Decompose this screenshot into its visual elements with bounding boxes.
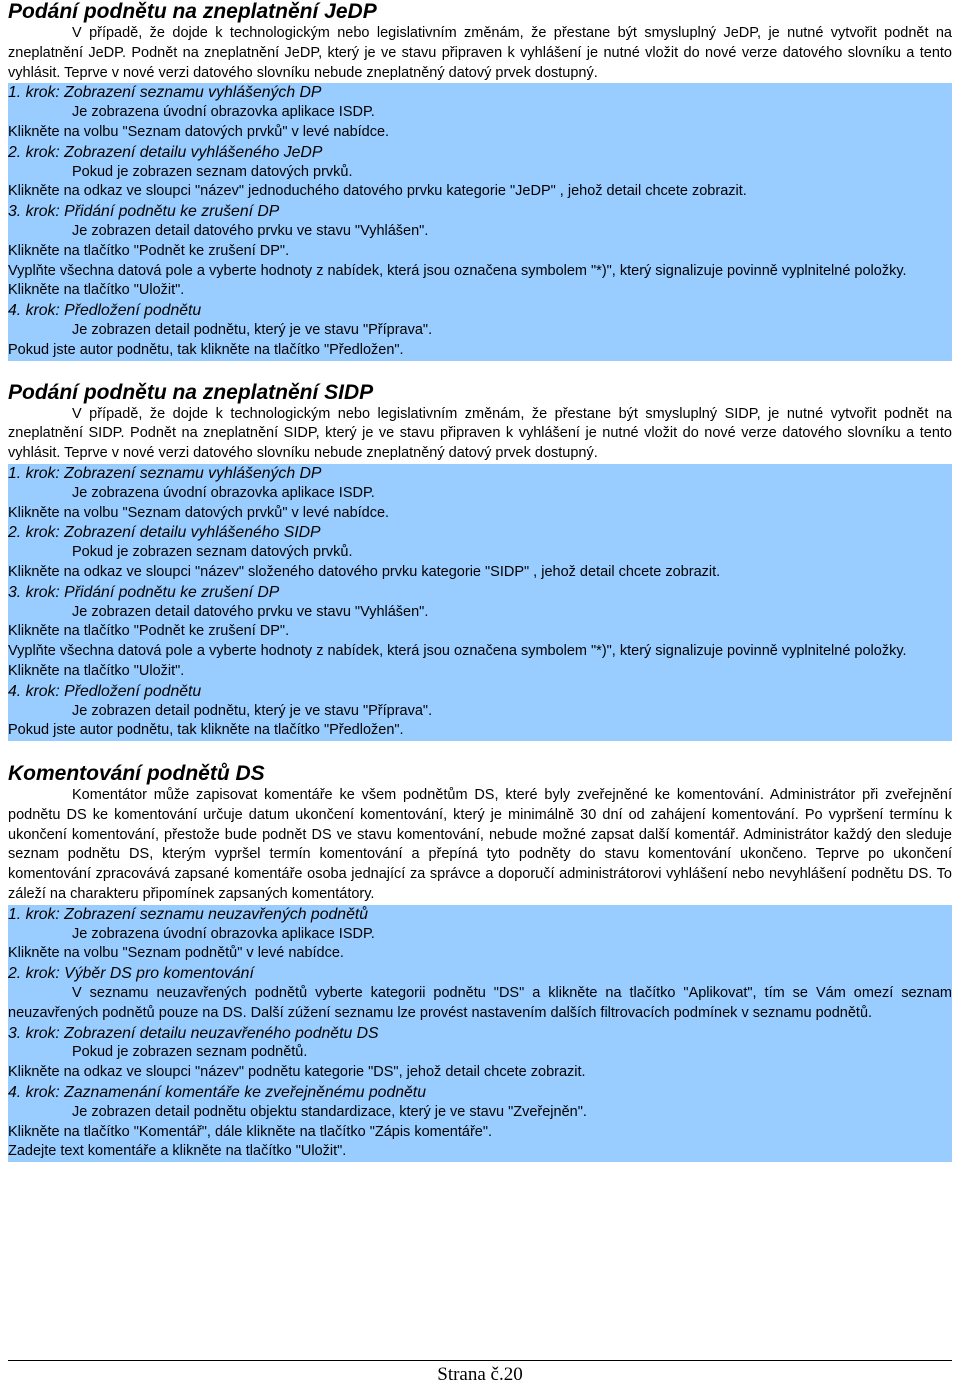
step-line: Klikněte na volbu "Seznam datových prvků" v levé nabídce. bbox=[8, 123, 390, 140]
step-line: Je zobrazena úvodní obrazovka aplikace ISDP. bbox=[72, 484, 375, 501]
step-line: Pokud jste autor podnětu, tak klikněte na tlačítko "Předložen". bbox=[8, 341, 404, 358]
step-line: Pokud je zobrazen seznam datových prvků. bbox=[72, 163, 353, 180]
step-heading: 4. krok: Předložení podnětu bbox=[8, 302, 202, 320]
step-line: Je zobrazen detail podnětu, který je ve stavu "Příprava". bbox=[72, 321, 433, 338]
step-line: Je zobrazen detail datového prvku ve stavu "Vyhlášen". bbox=[72, 603, 429, 620]
steps-block bbox=[8, 905, 952, 1162]
footer-divider bbox=[8, 1360, 952, 1361]
step-heading: 3. krok: Zobrazení detailu neuzavřeného podnětu DS bbox=[8, 1024, 379, 1042]
step-line: Je zobrazena úvodní obrazovka aplikace ISDP. bbox=[72, 104, 375, 121]
step-line: Je zobrazen detail datového prvku ve stavu "Vyhlášen". bbox=[72, 222, 429, 239]
step-line: Klikněte na tlačítko "Podnět ke zrušení DP". bbox=[8, 623, 290, 640]
step-line: Klikněte na odkaz ve sloupci "název" podnětu kategorie "DS", jehož detail chcete zobrazit. bbox=[8, 1064, 586, 1081]
section-intro: Komentátor může zapisovat komentáře ke všem podnětům DS, které byly zveřejněné ke komentování. Administrátor při zveřejnění podnětu DS ke komentování určuje datum ukončení komentování, který je minimálně 30 dní od zahájení komentování. Po vypršení termínu k ukončení komentování, přestože bude podnět DS ve stavu komentování, nebude možné zapsat další komentář. Administrátor každý den sleduje seznam podnětu DS, kterým vypršel termín komentování a přepíná tyto podněty do stavu komentování ukončeno. Teprve po ukončení komentování zpracovává zapsané komentáře osoba jednající za správce a doporučí administrátorovi vyhlášení nebo nevyhlášení podnětu DS. To záleží na charakteru připomínek zapsaných komentátory. bbox=[8, 787, 952, 903]
step-line: Klikněte na odkaz ve sloupci "název" složeného datového prvku kategorie "SIDP" , jehož detail chcete zobrazit. bbox=[8, 563, 721, 580]
step-line: Je zobrazen detail podnětu objektu standardizace, který je ve stavu "Zveřejněn". bbox=[72, 1103, 587, 1120]
step-line: Pokud je zobrazen seznam datových prvků. bbox=[72, 544, 353, 561]
section-title: Podání podnětu na zneplatnění SIDP bbox=[8, 380, 374, 404]
step-heading: 3. krok: Přidání podnětu ke zrušení DP bbox=[8, 203, 280, 221]
step-line: Je zobrazena úvodní obrazovka aplikace ISDP. bbox=[72, 925, 375, 942]
step-line: Vyplňte všechna datová pole a vyberte hodnoty z nabídek, která jsou označena symbolem "*)", který signalizuje povinně vyplnitelné položky. bbox=[8, 262, 907, 279]
page-number: Strana č.20 bbox=[437, 1364, 523, 1385]
step-heading: 2. krok: Zobrazení detailu vyhlášeného SIDP bbox=[8, 524, 321, 542]
step-line: Zadejte text komentáře a klikněte na tlačítko "Uložit". bbox=[8, 1143, 347, 1160]
step-heading: 1. krok: Zobrazení seznamu neuzavřených podnětů bbox=[8, 905, 369, 923]
step-line: Je zobrazen detail podnětu, který je ve stavu "Příprava". bbox=[72, 702, 433, 719]
section-intro: V případě, že dojde k technologickým nebo legislativním změnám, že přestane být smysluplný JeDP, je nutné vytvořit podnět na zneplatnění JeDP. Podnět na zneplatnění JeDP, který je ve stavu připraven k vyhlášení je nutné vložit do nové verze datového slovníku a tento vyhlásit. Teprve v nové verzi datového slovníku nebude zneplatněný datový prvek dostupný. bbox=[8, 25, 952, 81]
step-line: Klikněte na tlačítko "Uložit". bbox=[8, 282, 185, 299]
step-line: Klikněte na tlačítko "Komentář", dále klikněte na tlačítko "Zápis komentáře". bbox=[8, 1123, 493, 1140]
section-intro: V případě, že dojde k technologickým nebo legislativním změnám, že přestane být smysluplný SIDP, je nutné vytvořit podnět na zneplatnění SIDP. Podnět na zneplatnění SIDP, který je ve stavu připraven k vyhlášení je nutné vložit do nové verze datového slovníku a tento vyhlásit. Teprve v nové verzi datového slovníku nebude zneplatněný datový prvek dostupný. bbox=[8, 405, 952, 462]
steps-block bbox=[8, 464, 952, 741]
step-heading: 4. krok: Zaznamenání komentáře ke zveřejněnému podnětu bbox=[8, 1084, 426, 1102]
step-heading: 1. krok: Zobrazení seznamu vyhlášených DP bbox=[8, 84, 322, 102]
step-line: Klikněte na tlačítko "Uložit". bbox=[8, 662, 185, 679]
section-title: Podání podnětu na zneplatnění JeDP bbox=[8, 0, 377, 23]
step-line: Klikněte na odkaz ve sloupci "název" jednoduchého datového prvku kategorie "JeDP" , jehož detail chcete zobrazit. bbox=[8, 183, 747, 200]
step-line: Vyplňte všechna datová pole a vyberte hodnoty z nabídek, která jsou označena symbolem "*)", který signalizuje povinně vyplnitelné položky. bbox=[8, 643, 907, 660]
step-line: Klikněte na volbu "Seznam datových prvků" v levé nabídce. bbox=[8, 504, 390, 521]
step-heading: 3. krok: Přidání podnětu ke zrušení DP bbox=[8, 583, 280, 601]
steps-block bbox=[8, 83, 952, 360]
step-line: Pokud jste autor podnětu, tak klikněte na tlačítko "Předložen". bbox=[8, 722, 404, 739]
step-line: Klikněte na volbu "Seznam podnětů" v levé nabídce. bbox=[8, 945, 344, 962]
step-heading: 2. krok: Zobrazení detailu vyhlášeného JeDP bbox=[8, 143, 323, 161]
step-line: V seznamu neuzavřených podnětů vyberte kategorii podnětu "DS" a klikněte na tlačítko "Aplikovat", tím se Vám omezí seznam neuzavřených podnětů pouze na DS. Další zúžení seznamu lze provést nastavením dalších filtrovacích podmínek v seznamu podnětů. bbox=[8, 985, 952, 1021]
step-line: Pokud je zobrazen seznam podnětů. bbox=[72, 1044, 308, 1061]
step-heading: 2. krok: Výběr DS pro komentování bbox=[8, 965, 254, 983]
step-line: Klikněte na tlačítko "Podnět ke zrušení DP". bbox=[8, 242, 290, 259]
step-heading: 1. krok: Zobrazení seznamu vyhlášených DP bbox=[8, 464, 322, 482]
step-heading: 4. krok: Předložení podnětu bbox=[8, 682, 202, 700]
section-title: Komentování podnětů DS bbox=[8, 762, 265, 786]
